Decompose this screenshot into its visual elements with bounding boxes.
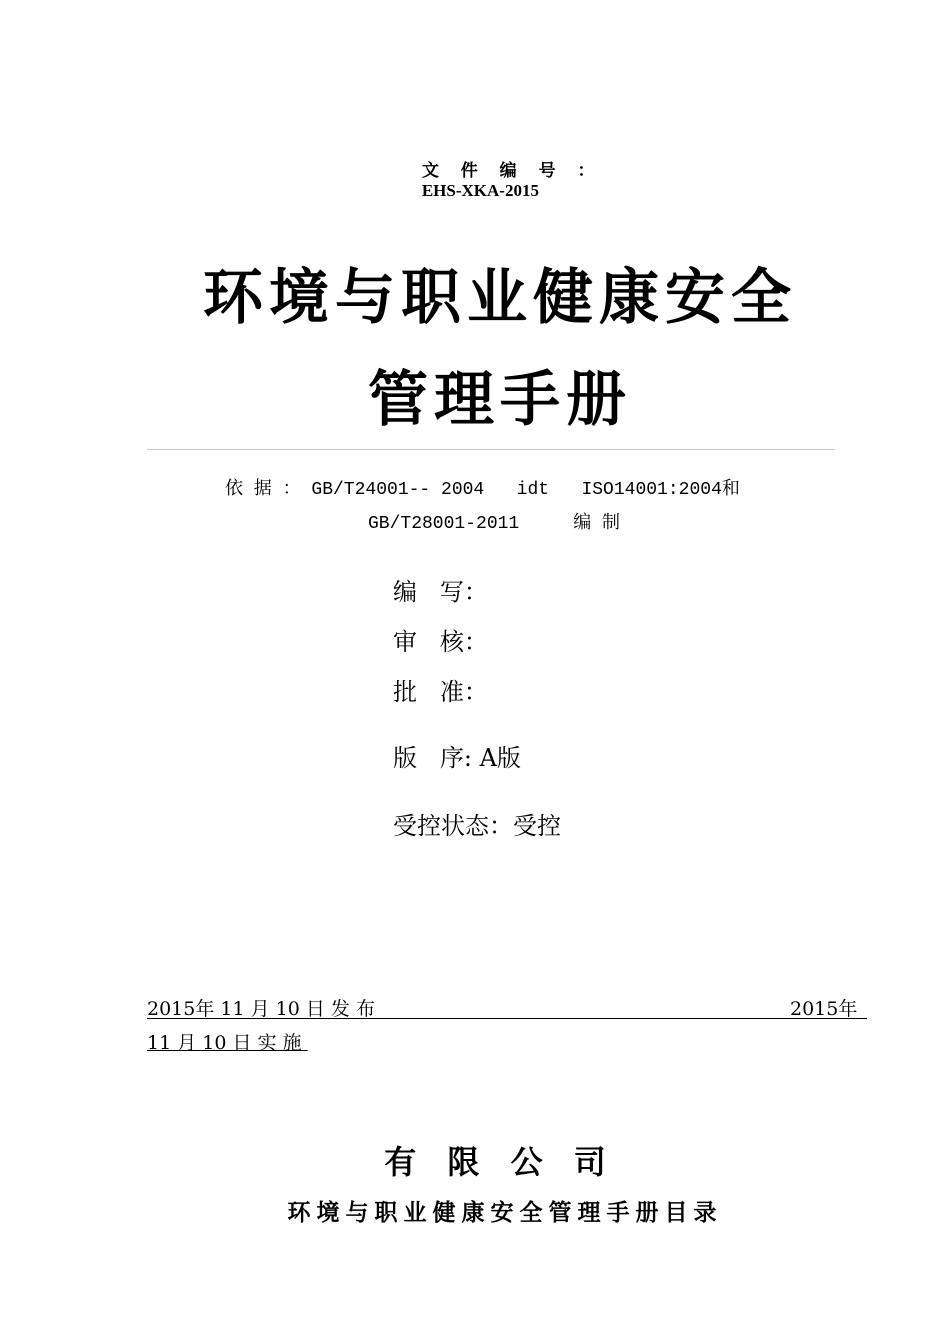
writer-field: 编 写： (393, 578, 488, 606)
company-name: 有 限 公 司 (384, 1143, 616, 1181)
date-underline (147, 1018, 867, 1019)
implement-date: 11 月 10 日 实 施 (147, 1032, 308, 1054)
basis-line1: 依 据 ： GB/T24001-- 2004 idt ISO14001:2004和 (225, 480, 740, 500)
document-number (408, 136, 603, 201)
table-of-contents-title: 环境与职业健康安全管理手册目录 (287, 1200, 723, 1226)
approver-field: 批 准： (393, 678, 488, 706)
manual-title-line2: 管理手册 (368, 365, 632, 435)
implement-date-year: 2015年 (790, 998, 858, 1020)
basis-line2: GB/T28001-2011 编 制 (368, 514, 621, 534)
control-status-field: 受控状态：受控 (393, 812, 561, 840)
document-number-value: EHS-XKA-2015 (421, 181, 539, 200)
version-field: 版 序: A版 (393, 744, 521, 772)
reviewer-field: 审 核： (393, 628, 488, 656)
title-divider (147, 449, 835, 450)
document-number-label: 文 件 编 号 ： (421, 161, 603, 181)
publish-date: 2015年 11 月 10 日 发 布 (147, 998, 375, 1020)
manual-title-line1: 环境与职业健康安全 (203, 263, 797, 333)
